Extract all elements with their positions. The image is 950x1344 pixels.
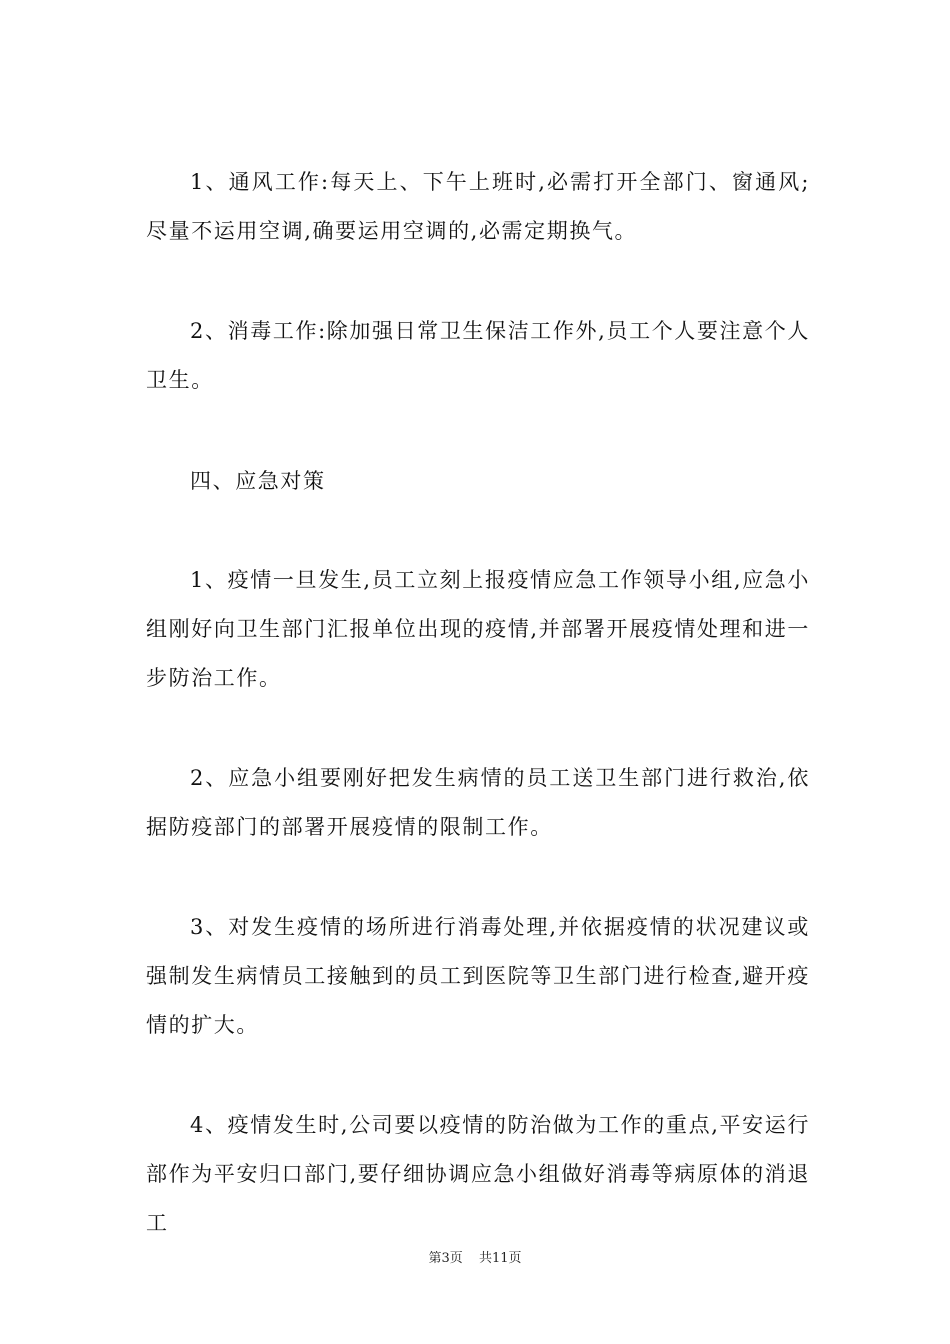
paragraph-disinfection: 2、消毒工作:除加强日常卫生保洁工作外,员工个人要注意个人卫生。 (146, 319, 810, 392)
paragraph-ventilation: 1、通风工作:每天上、下午上班时,必需打开全部门、窗通风;尽量不运用空调,确要运用空调的,必需定期换气。 (146, 170, 810, 243)
paragraph-emergency-2: 2、应急小组要刚好把发生病情的员工送卫生部门进行救治,依据防疫部门的部署开展疫情的限制工作。 (146, 766, 810, 839)
paragraph-emergency-3: 3、对发生疫情的场所进行消毒处理,并依据疫情的状况建议或强制发生病情员工接触到的员工到医院等卫生部门进行检查,避开疫情的扩大。 (146, 915, 810, 1037)
paragraph-emergency-1: 1、疫情一旦发生,员工立刻上报疫情应急工作领导小组,应急小组刚好向卫生部门汇报单位出现的疫情,并部署开展疫情处理和进一步防治工作。 (146, 568, 810, 690)
page-footer (0, 1247, 950, 1266)
current-page-number: 第3页 (428, 1251, 463, 1266)
paragraph-emergency-4: 4、疫情发生时,公司要以疫情的防治做为工作的重点,平安运行部作为平安归口部门,要仔细协调应急小组做好消毒等病原体的消退工 (146, 1113, 810, 1235)
total-pages: 共11页 (478, 1251, 522, 1266)
section-heading-emergency: 四、应急对策 (190, 469, 326, 493)
